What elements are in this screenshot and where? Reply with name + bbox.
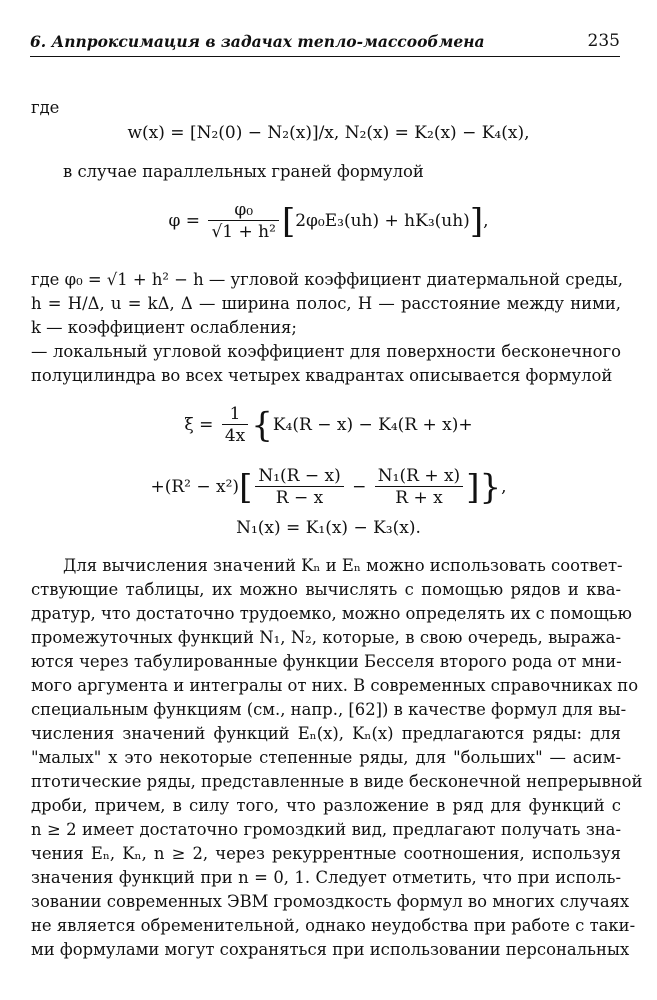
paragraph-line: зовании современных ЭВМ громоздкость формул во многих случаях xyxy=(31,892,630,911)
right-bracket: ] xyxy=(469,201,484,242)
xi-fraction-den: 4x xyxy=(224,426,246,446)
right-bracket-2: ] xyxy=(466,467,480,508)
formula-xi xyxy=(0,404,657,447)
paragraph-line: дроби, причем, в силу того, что разложение в ряд для функций с xyxy=(31,796,621,815)
where-label-1: где xyxy=(31,98,60,117)
paragraph-line: птотические ряды, представленные в виде бесконечной непрерывной xyxy=(31,772,643,791)
formula-phi xyxy=(0,200,657,243)
xi2-fraction-2 xyxy=(375,466,463,509)
local-coefficient-line-2: полуцилиндра во всех четырех квадрантах описывается формулой xyxy=(31,366,613,385)
paragraph-line: "малых" x это некоторые степенные ряды, для "больших" — асим- xyxy=(31,748,621,767)
definition-line-2: h = H/Δ, u = kΔ, Δ — ширина полос, H — расстояние между ними, xyxy=(31,294,621,313)
xi-fraction-num: 1 xyxy=(222,404,248,425)
left-bracket: [ xyxy=(281,201,296,242)
phi-bracket-content: 2φ₀E₃(uh) + hK₃(uh) xyxy=(295,211,470,231)
xi2-fraction-1-num: N₁(R − x) xyxy=(255,466,343,487)
paragraph-line: не является обременительной, однако неудобства при работе с таки- xyxy=(31,916,636,935)
xi-lhs: ξ = xyxy=(184,415,214,435)
formula-w: w(x) = [N₂(0) − N₂(x)]/x, N₂(x) = K₂(x) − K₄(x), xyxy=(127,123,530,143)
xi2-minus: − xyxy=(352,477,367,497)
phi-fraction-num: φ₀ xyxy=(208,200,278,221)
phi-fraction xyxy=(208,200,278,243)
xi2-tail: , xyxy=(501,477,507,497)
definition-line-1: где φ₀ = √1 + h² − h — угловой коэффициент диатермальной среды, xyxy=(31,270,623,289)
paragraph-line: Для вычисления значений Kₙ и Eₙ можно использовать соответ- xyxy=(63,556,623,575)
formula-n1: N₁(x) = K₁(x) − K₃(x). xyxy=(236,518,421,538)
xi2-lead: +(R² − x²) xyxy=(150,477,240,497)
left-brace: { xyxy=(251,405,273,446)
local-coefficient-line-1: — локальный угловой коэффициент для поверхности бесконечного xyxy=(31,342,621,361)
xi2-fraction-1 xyxy=(255,466,343,509)
xi2-fraction-1-den: R − x xyxy=(275,488,324,508)
phi-tail: , xyxy=(483,211,489,231)
xi2-fraction-2-num: N₁(R + x) xyxy=(375,466,463,487)
paragraph-line: чения Eₙ, Kₙ, n ≥ 2, через рекуррентные соотношения, используя xyxy=(31,844,621,863)
paragraph-line: промежуточных функций N₁, N₂, которые, в свою очередь, выража- xyxy=(31,628,621,647)
paragraph-line: ются через табулированные функции Бесселя второго рода от мни- xyxy=(31,652,622,671)
paragraph-line: ствующие таблицы, их можно вычислять с помощью рядов и ква- xyxy=(31,580,621,599)
parallel-caption: в случае параллельных граней формулой xyxy=(63,162,424,181)
paragraph-line: n ≥ 2 имеет достаточно громоздкий вид, предлагают получать зна- xyxy=(31,820,621,839)
paragraph-line: дратур, что достаточно трудоемко, можно определять их с помощью xyxy=(31,604,632,623)
chapter-title: 6. Аппроксимация в задачах тепло-массообмена xyxy=(30,32,485,51)
paragraph-line: числения значений функций Eₙ(x), Kₙ(x) предлагаются ряды: для xyxy=(31,724,621,743)
paragraph-line: специальным функциям (см., напр., [62]) в качестве формул для вы- xyxy=(31,700,627,719)
phi-lhs: φ = xyxy=(168,211,201,231)
xi-rest: K₄(R − x) − K₄(R + x)+ xyxy=(272,415,473,435)
left-bracket-2: [ xyxy=(239,467,253,508)
running-header xyxy=(30,30,620,57)
phi-fraction-den: √1 + h² xyxy=(211,222,276,242)
page-number: 235 xyxy=(587,31,620,51)
paragraph-line: значения функций при n = 0, 1. Следует отметить, что при исполь- xyxy=(31,868,621,887)
formula-xi-continued xyxy=(0,466,657,509)
paragraph-line: мого аргумента и интегралы от них. В современных справочниках по xyxy=(31,676,639,695)
definition-line-3: k — коэффициент ослабления; xyxy=(31,318,297,337)
xi2-fraction-2-den: R + x xyxy=(395,488,443,508)
right-brace: } xyxy=(479,467,502,508)
xi-fraction xyxy=(222,404,248,447)
paragraph-line: ми формулами могут сохраняться при использовании персональных xyxy=(31,940,630,959)
